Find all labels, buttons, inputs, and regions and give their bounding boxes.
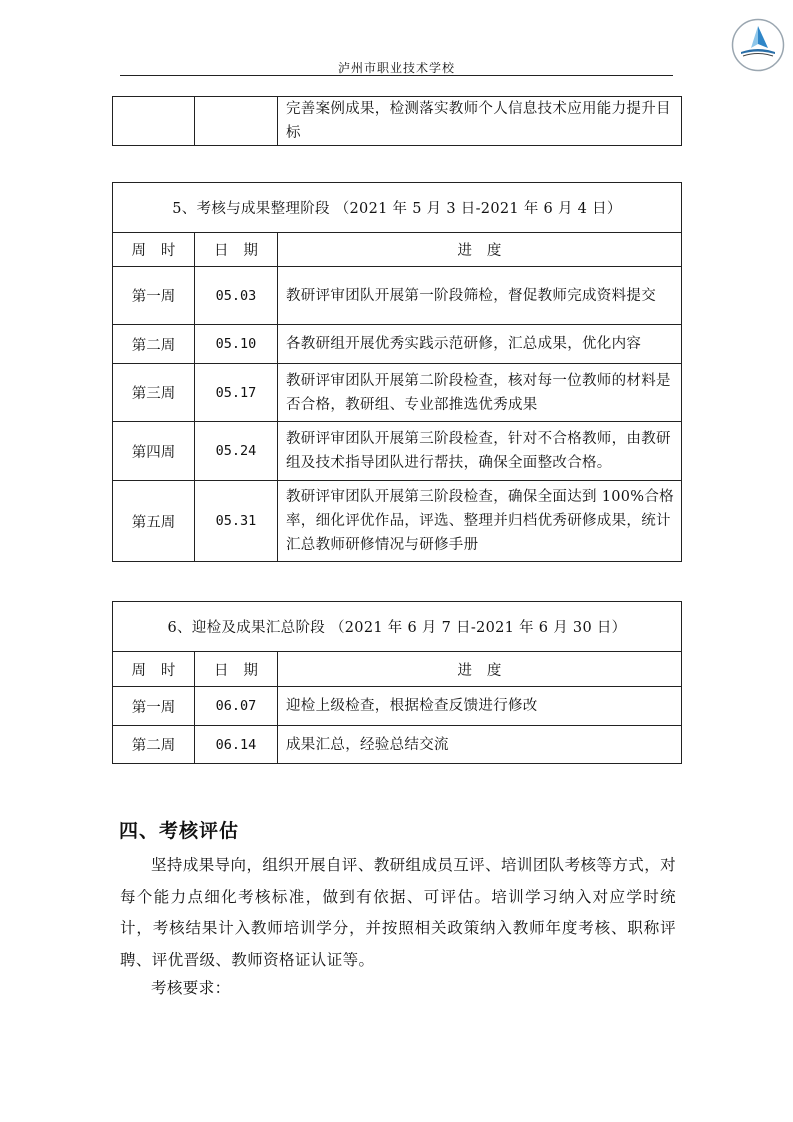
section-heading: 四、考核评估	[119, 820, 240, 842]
week-cell: 第五周	[113, 481, 195, 562]
date-cell: 05.31	[195, 481, 278, 562]
phase5-table	[112, 182, 682, 562]
date-cell: 05.17	[195, 364, 278, 422]
col-header-date: 日 期	[195, 652, 278, 687]
progress-cell: 教研评审团队开展第三阶段检查，针对不合格教师，由教研组及技术指导团队进行帮扶，确保全面整改合格。	[278, 422, 682, 481]
phase6-title-row	[113, 602, 682, 652]
table-row	[113, 325, 682, 364]
col-header-week: 周 时	[113, 652, 195, 687]
week-cell: 第二周	[113, 325, 195, 364]
table-row	[113, 481, 682, 562]
week-cell: 第二周	[113, 726, 195, 764]
week-cell: 第三周	[113, 364, 195, 422]
progress-cell: 教研评审团队开展第二阶段检查，核对每一位教师的材料是否合格，教研组、专业部推选优秀成果	[278, 364, 682, 422]
col-header-week: 周 时	[113, 233, 195, 267]
phase6-table	[112, 601, 682, 764]
phase5-title: 5、考核与成果整理阶段 （2021 年 5 月 3 日-2021 年 6 月 4 日）	[113, 183, 682, 233]
col-header-progress: 进 度	[278, 233, 682, 267]
table-row	[113, 726, 682, 764]
section-paragraph: 坚持成果导向，组织开展自评、教研组成员互评、培训团队考核等方式，对每个能力点细化考核标准，做到有依据、可评估。培训学习纳入对应学时统计，考核结果计入教师培训学分，并按照相关政策纳入教师年度考核、职称评聘、评优晋级、教师资格证认证等。	[120, 856, 676, 969]
week-cell	[113, 97, 195, 146]
phase6-title: 6、迎检及成果汇总阶段 （2021 年 6 月 7 日-2021 年 6 月 30 日）	[113, 602, 682, 652]
requirements-label: 考核要求：	[151, 979, 231, 997]
table-row	[113, 687, 682, 726]
progress-cell: 成果汇总，经验总结交流	[278, 726, 682, 764]
date-cell: 05.10	[195, 325, 278, 364]
table-row	[113, 97, 682, 146]
date-cell: 05.03	[195, 267, 278, 325]
date-cell	[195, 97, 278, 146]
progress-cell: 各教研组开展优秀实践示范研修，汇总成果，优化内容	[278, 325, 682, 364]
week-cell: 第一周	[113, 267, 195, 325]
table-row	[113, 364, 682, 422]
date-cell: 05.24	[195, 422, 278, 481]
phase6-header-row	[113, 652, 682, 687]
progress-cell: 完善案例成果，检测落实教师个人信息技术应用能力提升目标	[278, 97, 682, 146]
col-header-progress: 进 度	[278, 652, 682, 687]
table-row	[113, 422, 682, 481]
continuation-table	[112, 96, 682, 146]
table-row	[113, 267, 682, 325]
date-cell: 06.14	[195, 726, 278, 764]
progress-cell: 教研评审团队开展第一阶段筛检，督促教师完成资料提交	[278, 267, 682, 325]
progress-cell: 教研评审团队开展第三阶段检查，确保全面达到 100%合格率，细化评优作品，评选、整理并归档优秀研修成果，统计汇总教师研修情况与研修手册	[278, 481, 682, 562]
phase5-title-row	[113, 183, 682, 233]
week-cell: 第四周	[113, 422, 195, 481]
phase5-header-row	[113, 233, 682, 267]
col-header-date: 日 期	[195, 233, 278, 267]
header-rule	[120, 75, 673, 76]
date-cell: 06.07	[195, 687, 278, 726]
header-school-name: 泸州市职业技术学校	[337, 61, 455, 75]
progress-cell: 迎检上级检查，根据检查反馈进行修改	[278, 687, 682, 726]
week-cell: 第一周	[113, 687, 195, 726]
